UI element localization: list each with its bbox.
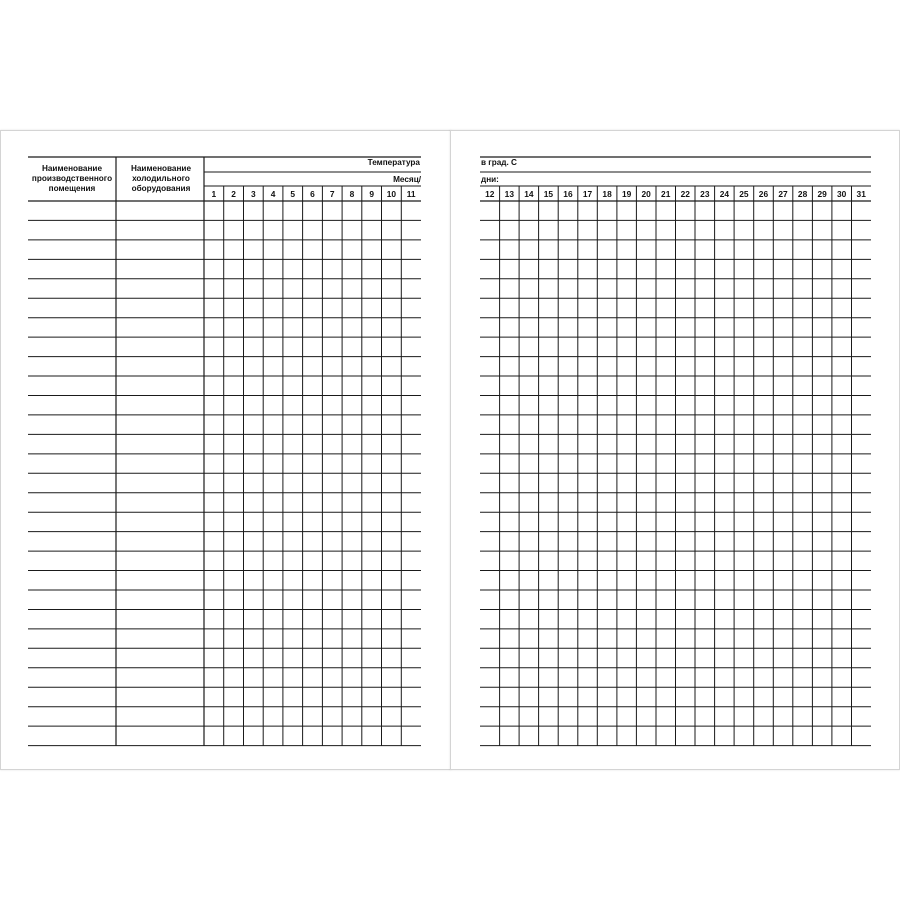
day-number-label: 4: [270, 189, 276, 199]
equipment-name-header: Наименование холодильного оборудования: [130, 164, 192, 193]
day-number-label: 17: [582, 189, 593, 199]
temperature-label: Температура: [367, 158, 420, 167]
day-number-label: 5: [290, 189, 296, 199]
room-name-header: Наименование производственного помещения: [31, 164, 113, 193]
day-number-label: 19: [621, 189, 632, 199]
day-number-label: 8: [349, 189, 355, 199]
day-number-label: 3: [250, 189, 256, 199]
day-number-label: 13: [504, 189, 514, 199]
day-number-label: 30: [837, 189, 847, 199]
temperature-unit-label: в град. С: [481, 158, 517, 167]
day-number-label: 28: [797, 189, 808, 199]
day-number-label: 6: [310, 189, 315, 199]
day-number-label: 29: [817, 189, 827, 199]
day-number-label: 18: [602, 189, 612, 199]
day-number-label: 21: [661, 189, 671, 199]
day-number-label: 15: [543, 189, 554, 199]
day-number-label: 25: [739, 189, 749, 199]
day-number-label: 14: [524, 189, 534, 199]
day-number-label: 11: [406, 189, 416, 199]
day-number-label: 2: [231, 189, 236, 199]
day-number-label: 10: [386, 189, 397, 199]
day-number-label: 16: [563, 189, 573, 199]
day-number-label: 20: [641, 189, 651, 199]
day-number-label: 27: [778, 189, 788, 199]
day-number-label: 9: [369, 189, 374, 199]
day-number-label: 7: [329, 189, 335, 199]
day-number-label: 12: [485, 189, 495, 199]
days-label: дни:: [481, 175, 499, 184]
day-number-label: 24: [719, 189, 730, 199]
month-label: Месяц/: [393, 175, 421, 184]
day-number-label: 31: [856, 189, 866, 199]
day-number-label: 23: [700, 189, 710, 199]
day-number-label: 22: [680, 189, 690, 199]
day-number-label: 26: [758, 189, 769, 199]
day-number-label: 1: [211, 189, 217, 199]
